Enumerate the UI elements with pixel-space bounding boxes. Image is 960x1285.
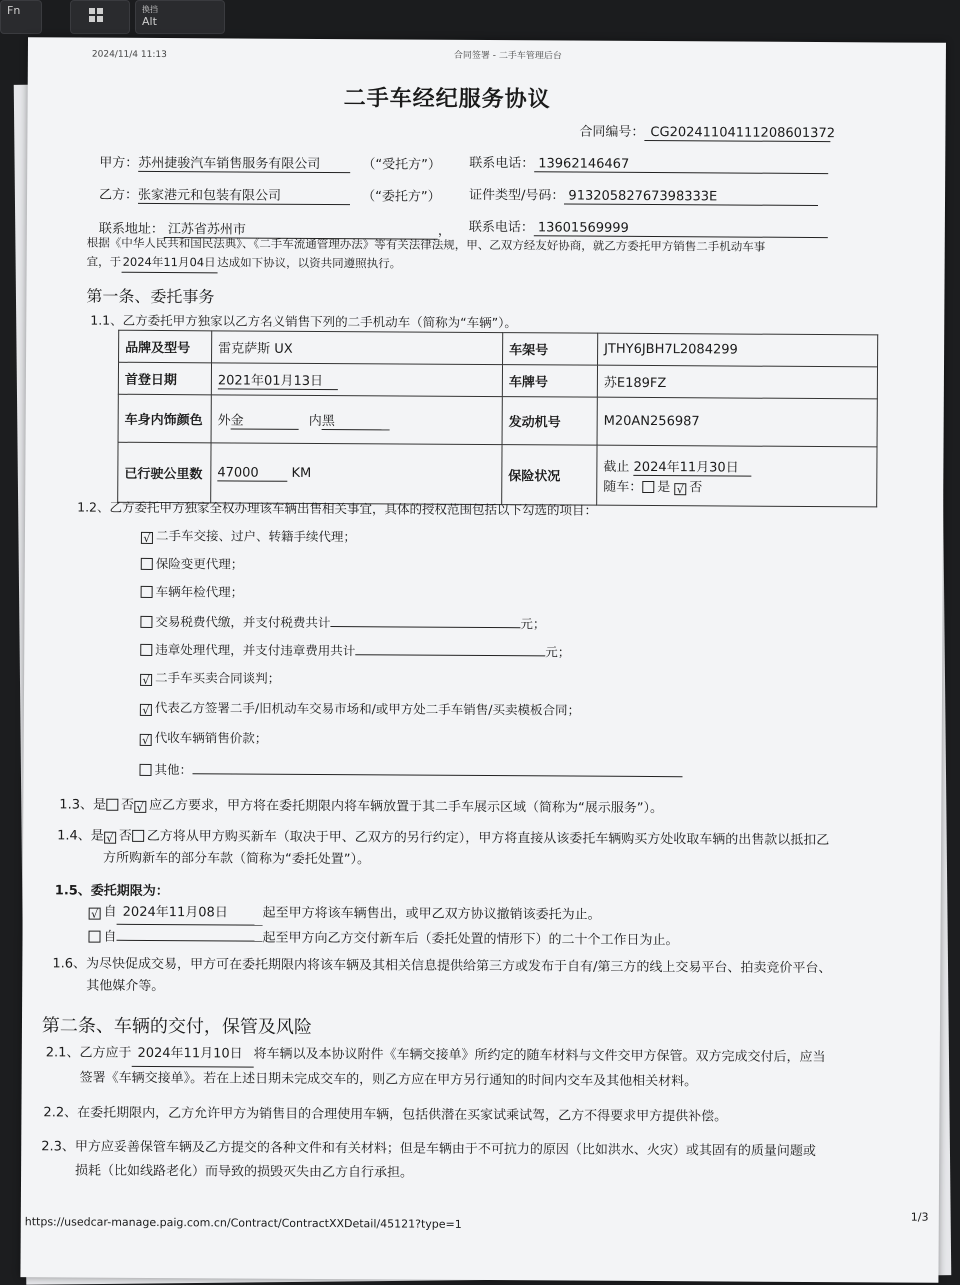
party-a-name: 苏州捷骏汽车销售服务有限公司 [138,152,350,173]
brand-label: 品牌及型号 [119,330,212,363]
tax-amount-field [330,611,520,628]
reg-date-label: 首登日期 [118,362,211,395]
mileage-label: 已行驶公里数 [118,442,211,503]
vin-label: 车架号 [503,333,598,366]
insurance-label: 保险状况 [502,445,597,506]
party-a-phone: 13962146467 [534,156,828,174]
windows-key [70,0,130,34]
term-sale-checkbox[interactable]: √ [89,908,101,920]
party-b-name: 张家港元和包装有限公司 [138,184,350,205]
party-b-id-label: 证件类型/号码： [469,187,565,204]
option-sign-contract: √ 代表乙方签署二手/旧机动车交易市场和/或甲方处二手车销售/买卖模板合同； [140,698,580,719]
plate-label: 车牌号 [502,365,597,398]
reg-date-cell [211,363,502,397]
clause-1-5-options: √ 自 2024年11月08日 起至甲方将该车辆售出，或甲乙双方协议撤销该委托为止。 自 起至甲方向乙方交付新车后（委托处置的情形下）的二十个工作日为止。 [88,902,678,953]
color-cell: 外金 内黑 [211,395,502,445]
option-collect-payment: √ 代收车辆销售价款； [140,728,268,747]
table-row [118,394,877,447]
engine-value: M20AN256987 [597,397,877,447]
violation-amount-field [355,639,545,656]
clause-1-3: 1.3、是 否 √ 应乙方要求，甲方将在委托期限内将车辆放置于其二手车展示区域（简称为“展示服务”）。 [59,797,664,817]
c14-yes-checkbox[interactable]: √ [104,832,116,844]
footer-url: https://usedcar-manage.paig.com.cn/Contract/ContractXXDetail/45121?type=1 [24,1215,462,1231]
windows-logo-icon [89,8,103,22]
print-datetime: 2024/11/4 11:13 [91,49,167,61]
party-a-label: 甲方： [99,155,139,171]
clause-1-6: 1.6、为尽快促成交易，甲方可在委托期限内将该车辆及其相关信息提供给第三方或发布于自有/第三方的线上交易平台、拍卖竞价平台、 其他媒介等。 [52,956,832,995]
contract-number [579,121,836,143]
table-row [119,330,878,367]
preamble-line2: 宜，于2024年11月04日达成如下协议，以资共同遵照执行。 [87,253,887,278]
vehicle-table [117,330,878,508]
address-phone: 13601569999 [534,220,828,238]
vin-value: JTHY6JBH7L2084299 [598,333,878,367]
table-row [118,442,877,507]
option-sign-contract-checkbox[interactable]: √ [140,704,152,716]
agreement-date: 2024年11月04日 [121,253,217,274]
address-value: 江苏省苏州市 [164,218,438,240]
option-transfer: √ 二手车交接、过户、转籍手续代理； [141,526,356,545]
clause-2-1: 2.1、乙方应于 2024年11月10日 将车辆以及本协议附件《车辆交接单》所约定的随车材料与文件交甲方保管。双方完成交付后，应当 签署《车辆交接单》。若在上述日期未完成交车的，则乙方应在甲方另行通知的时间内交车及其他相关材料。 [46,1041,826,1095]
option-transfer-checkbox[interactable]: √ [141,532,153,544]
alt-key [135,0,225,34]
option-inspection: 车辆年检代理； [141,582,244,601]
party-b-role: （“委托方”） [362,189,441,205]
term-start-date: 2024年11月08日 [117,902,263,926]
party-b-row [99,184,441,206]
alt-key-label: Alt [142,15,157,28]
option-other-checkbox[interactable] [139,764,151,776]
address-row: 联系地址： 江苏省苏州市 ， [99,218,451,240]
party-b-label: 乙方： [98,187,139,203]
party-b-id-row [469,184,819,206]
option-inspection-checkbox[interactable] [141,586,153,598]
article2-title: 第二条、车辆的交付，保管及风险 [41,1015,313,1038]
contract-page [20,37,946,1283]
clause-1-1: 1.1、乙方委托甲方独家以乙方名义销售下列的二手机动车（简称为“车辆”）。 [90,312,517,331]
c13-no-checkbox[interactable]: √ [134,801,146,813]
print-site-title: 合同签署 - 二手车管理后台 [453,50,562,62]
document-title: 二手车经纪服务协议 [343,86,551,113]
contract-number-value: CG20241104111208601372 [644,125,830,142]
option-insurance-checkbox[interactable] [141,558,153,570]
clause-2-3: 2.3、甲方应妥善保管车辆及乙方提交的各种文件和有关材料；但是车辆由于不可抗力的原因（比如洪水、火灾）或其固有的质量问题或 损耗（比如线路老化）而导致的损毁灭失由乙方自行承担。 [41,1139,816,1181]
c13-yes-checkbox[interactable] [106,799,118,811]
option-tax: 交易税费代缴，并支付税费共计 元； [140,610,545,632]
address-phone-row [469,216,828,238]
party-a-phone-label: 联系电话： [469,155,535,172]
option-violation: 违章处理代理，并支付违章费用共计 元； [140,638,570,661]
option-other: 其他： [139,758,682,781]
follow-no-checkbox[interactable]: √ [674,483,686,495]
clause-1-5-title: 1.5、委托期限为： [54,883,169,900]
insurance-date: 2024年11月30日 [633,456,751,477]
option-tax-checkbox[interactable] [140,616,152,628]
preamble [87,234,887,278]
preamble-line1: 根据《中华人民共和国民法典》、《二手车流通管理办法》等有关法律法规，甲、乙双方经友好协商，就乙方委托甲方销售二手机动车事 [86,235,766,254]
plate-value: 苏E189FZ [597,365,877,399]
c14-no-checkbox[interactable] [132,830,144,842]
option-negotiation: √ 二手车买卖合同谈判； [140,668,280,687]
fn-key: Fn [0,0,42,34]
reg-date-value: 2021年01月13日 [218,369,338,390]
insurance-cell: 截止 2024年11月30日 随车： 是 √ 否 [597,445,877,507]
alt-key-sub: 换挡 [142,5,158,14]
contract-number-label: 合同编号： [579,124,645,140]
party-a-phone-row [469,152,828,174]
clause-1-4: 1.4、是 √ 否 乙方将从甲方购买新车（取决于甲、乙双方的另行约定），甲方将直接从该委托车辆购买方处收取车辆的出售款以抵扣乙 方所购新车的部分车款（简称为“委托处置”）。 [57,828,830,868]
address-phone-label: 联系电话： [468,219,534,236]
mileage-value: 47000 [217,465,287,481]
option-insurance: 保险变更代理； [141,554,244,573]
term-newcar-checkbox[interactable] [88,931,100,943]
page-number: 1/3 [910,1210,929,1224]
exterior-color: 金 [231,409,299,429]
option-violation-checkbox[interactable] [140,644,152,656]
clause-2-2: 2.2、在委托期限内，乙方允许甲方为销售目的合理使用车辆，包括供潜在买家试乘试驾，乙方不得要求甲方提供补偿。 [43,1105,728,1125]
color-label: 车身内饰颜色 [118,394,211,443]
clause-1-2: 1.2、乙方委托甲方独家全权办理该车辆出售相关事宜，具体的授权范围包括以下勾选的项目： [77,499,598,518]
table-row [118,362,877,399]
option-negotiation-checkbox[interactable]: √ [140,674,152,686]
party-a-row [99,152,441,174]
other-field [192,758,682,777]
article1-title: 第一条、委托事务 [86,286,215,307]
delivery-date: 2024年11月10日 [131,1042,253,1068]
party-a-role: （“受托方”） [362,157,441,173]
brand-value: 雷克萨斯 UX [212,331,503,365]
term-alt-date [117,925,263,942]
option-collect-payment-checkbox[interactable]: √ [140,734,152,746]
address-label: 联系地址： [98,221,164,238]
interior-color: 黑 [322,409,390,429]
party-b-id: 91320582767398333E [564,188,818,206]
follow-yes-checkbox[interactable] [642,481,654,493]
engine-label: 发动机号 [502,397,597,446]
mileage-cell: 47000 KM [211,443,502,505]
